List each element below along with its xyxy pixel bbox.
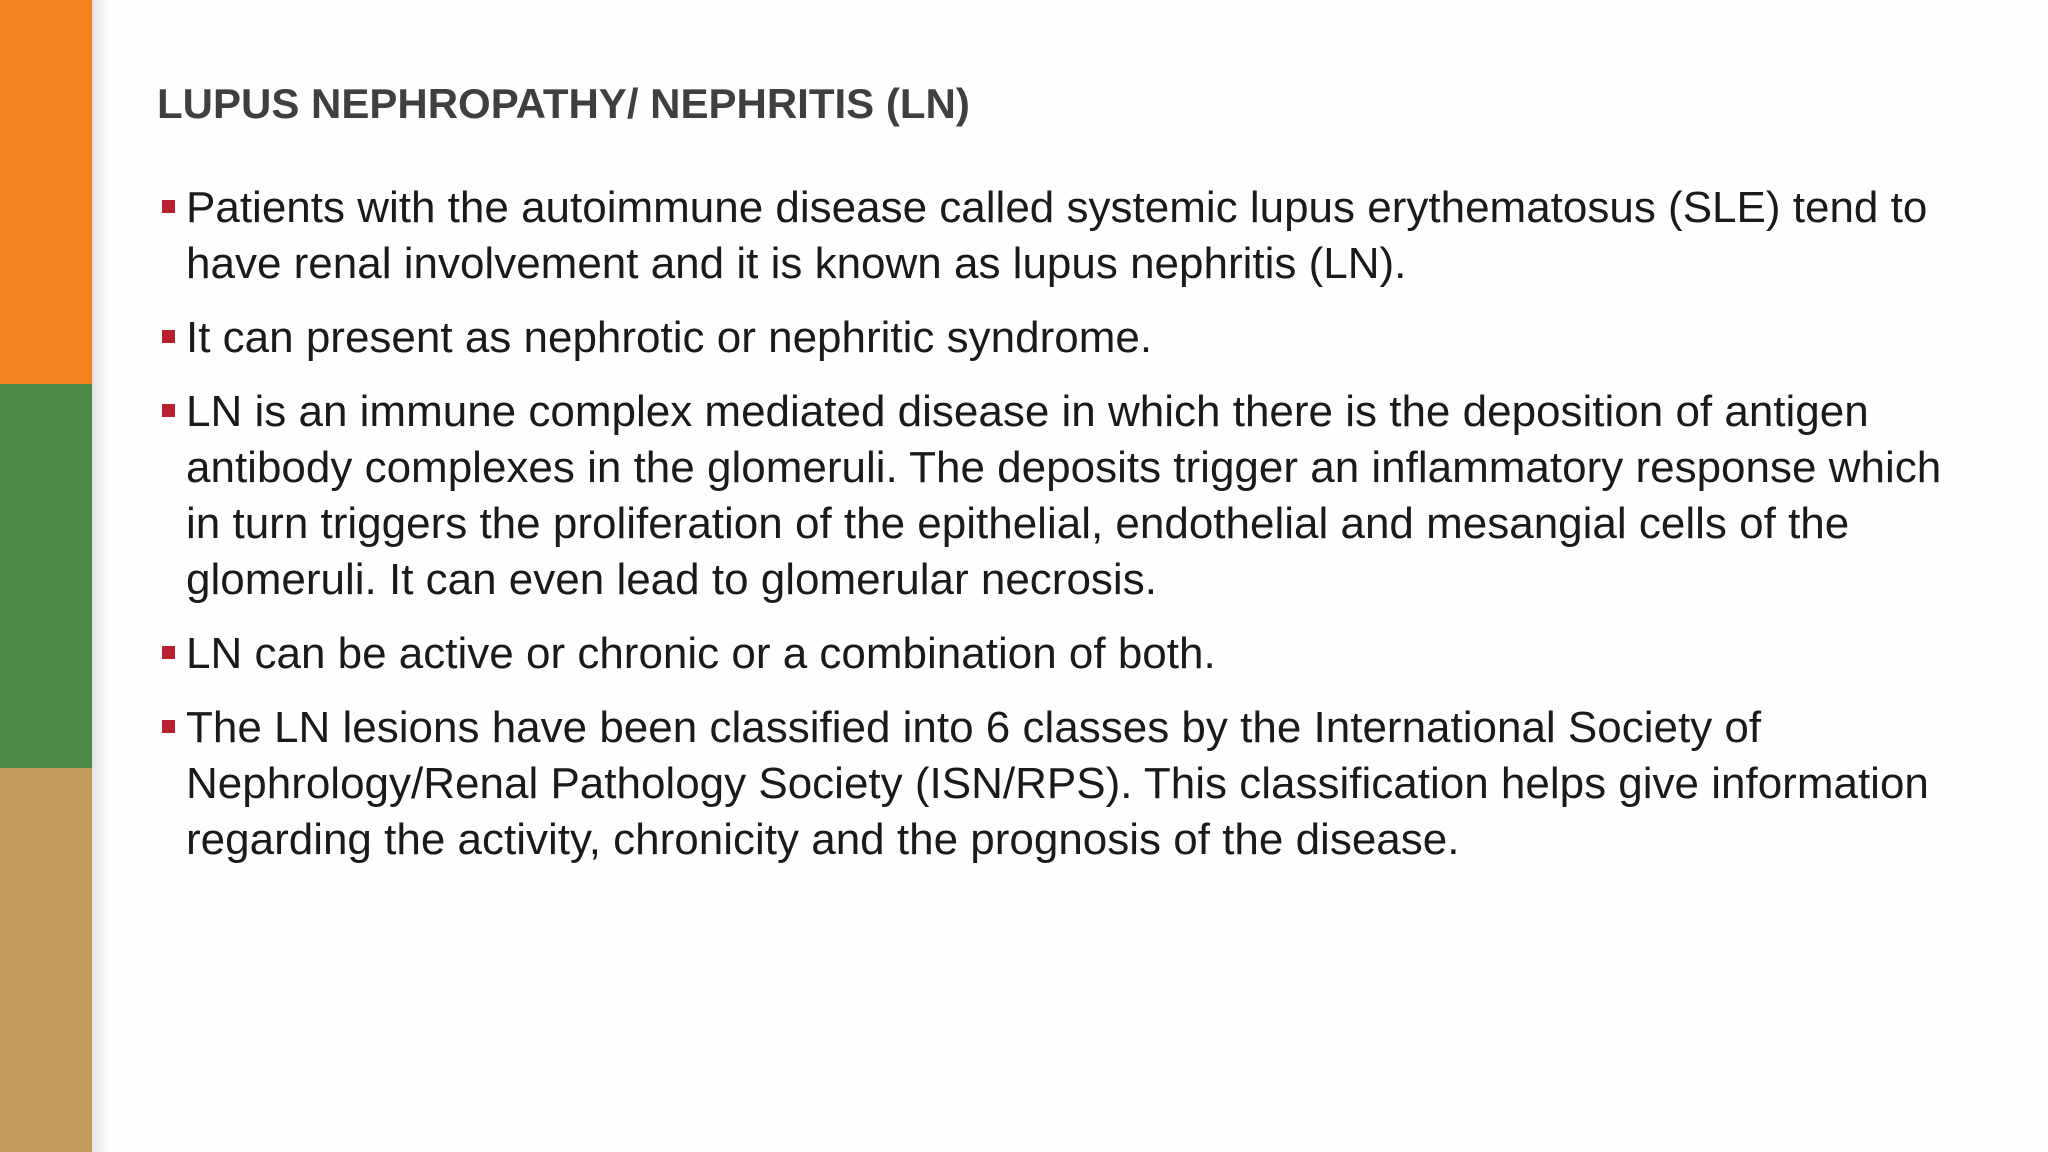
- bullet-text: LN can be active or chronic or a combination of both.: [186, 629, 1216, 678]
- side-bar-tan-segment: [0, 768, 92, 1152]
- bullet-square-icon: [162, 200, 175, 213]
- bullet-item: [157, 310, 1987, 366]
- bullet-item: [157, 180, 1987, 292]
- bullet-square-icon: [162, 720, 175, 733]
- bullet-item: [157, 626, 1987, 682]
- slide-title: LUPUS NEPHROPATHY/ NEPHRITIS (LN): [157, 80, 970, 127]
- bullet-item: [157, 700, 1987, 868]
- side-bar-shadow: [92, 0, 110, 1152]
- bullet-text: Patients with the autoimmune disease called systemic lupus erythematosus (SLE) tend to have renal involvement and it is known as lupus nephritis (LN).: [186, 183, 1928, 288]
- side-color-bar: [0, 0, 92, 1152]
- side-bar-orange-segment: [0, 0, 92, 384]
- bullet-list: [157, 180, 1987, 886]
- bullet-item: [157, 384, 1987, 608]
- side-bar-green-segment: [0, 384, 92, 768]
- bullet-text: It can present as nephrotic or nephritic syndrome.: [186, 313, 1153, 362]
- bullet-text: The LN lesions have been classified into 6 classes by the International Society of Nephrology/Renal Pathology Society (ISN/RPS). This classification helps give information regarding the activity, chronicity and the prognosis of the disease.: [186, 703, 1929, 864]
- bullet-text: LN is an immune complex mediated disease in which there is the deposition of antigen antibody complexes in the glomeruli. The deposits trigger an inflammatory response which in turn triggers the proliferation of the epithelial, endothelial and mesangial cells of the glomeruli. It can even lead to glomerular necrosis.: [186, 387, 1942, 604]
- bullet-square-icon: [162, 646, 175, 659]
- bullet-square-icon: [162, 404, 175, 417]
- bullet-square-icon: [162, 330, 175, 343]
